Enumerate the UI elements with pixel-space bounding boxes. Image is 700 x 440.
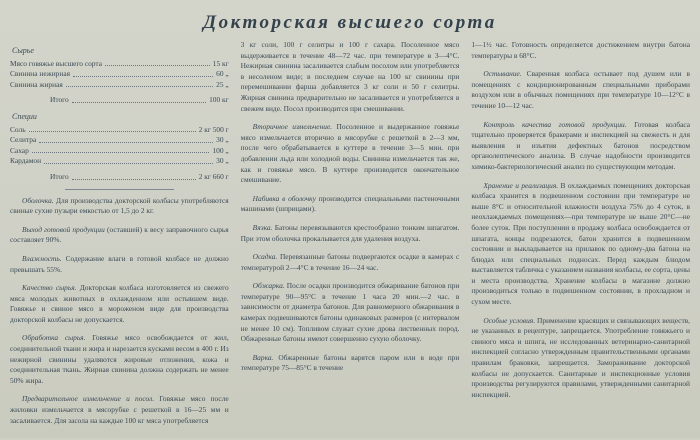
leader-dots xyxy=(105,59,210,67)
paragraph-quality xyxy=(10,283,229,325)
text-columns xyxy=(10,40,690,440)
leader-dots xyxy=(39,135,213,143)
column-3 xyxy=(471,40,690,440)
spice-total-label: Итого xyxy=(50,171,69,181)
text-cooking: Обжаренные батоны варятся паром или в воде при температуре 75—85°С в течение xyxy=(240,352,460,373)
raw-item-name: Свинина жирная xyxy=(10,79,63,89)
text-special: Применение красящих и связывающих веществ, не указанных в рецептуре, запрещается. Употребление говяжьего и свиного мяса и шпига, не исследованных ветеринарно-санитарной инспекцией согласно утвержденным правительственными органами правилам браковки, запрещается. Замораживание докторской колбасы не допускается. Санитарные и инспекционные условия производства регулируются правилами, утвержденными санитарной инспекцией. xyxy=(471,315,690,399)
paragraph-settling xyxy=(241,252,460,273)
text-grinding: Говяжье мясо после жиловки измельчается в мясорубке с решеткой в 16—25 мм и засаливается. Для засола на каждые 100 кг мяса употребляется xyxy=(10,394,229,425)
lead-quality: Качество сырья. xyxy=(22,283,77,293)
spice-item-value: 2 кг 500 г xyxy=(198,124,229,134)
text-roasting: После осадки производится обжаривание батонов при температуре 90—95°С в течение 1 часа 20 мин.—2 час. в зависимости от диаметра батонов. Для равномерного обжаривания в камерах подвешиваются батоны одинаковых размеров (с интервалом не менее 10 см). Топливом служат сухие дрова лиственных пород. Обжаренные батоны имеют совершенно сухую оболочку. xyxy=(240,281,460,344)
spices-list xyxy=(10,125,229,167)
paragraph-stuffing xyxy=(241,194,460,215)
leader-dots xyxy=(29,125,196,133)
spice-item-row xyxy=(10,135,229,146)
text-second-grind: Посоленное и выдержанное говяжье мясо измельчается вторично в мясорубке с решеткой в 2—3 мм, после чего обрабатывается в куттере в течение 3—5 мин. при добавлении льда или холодной воды. Свинина измельчается так же, как и говяжье мясо. В куттере производится окончательное смешивание. xyxy=(240,122,460,185)
leader-dots xyxy=(72,172,196,180)
paragraph-cooling xyxy=(471,69,690,111)
lead-control: Контроль качества готовой продукции. xyxy=(483,119,627,129)
spice-item-value: 100 „ xyxy=(212,145,229,155)
column-1 xyxy=(10,40,229,440)
paragraph-cooking xyxy=(241,353,460,374)
paragraph-readiness: 1—1½ час. Готовность определяется достижением внутри батона температуры в 68°С. xyxy=(471,40,690,60)
paragraph-storage xyxy=(471,181,690,308)
lead-moisture: Влажность. xyxy=(22,253,62,263)
column-2 xyxy=(241,40,460,440)
spice-item-row xyxy=(10,146,229,157)
paragraph-roasting xyxy=(241,281,460,345)
lead-casing: Оболочка. xyxy=(22,195,54,205)
raw-item-name: Мясо говяжье высшего сорта xyxy=(10,58,103,68)
lead-special: Особые условия. xyxy=(483,315,536,325)
spice-total-value: 2 кг 660 г xyxy=(198,171,229,181)
raw-item-value: 25 „ xyxy=(216,79,229,89)
lead-grinding: Предварительное измельчение и посол. xyxy=(22,394,155,404)
raw-item-row xyxy=(10,69,229,80)
text-tying: Батоны перевязываются крестообразно тонким шпагатом. При этом оболочка прокалывается для удаления воздуха. xyxy=(240,222,460,243)
lead-yield: Выход готовой продукции xyxy=(22,224,105,234)
lead-storage: Хранение и реализация. xyxy=(483,180,559,190)
raw-total-label: Итого xyxy=(50,95,69,105)
paragraph-salting: 3 кг соли, 100 г селитры и 100 г сахара. Посоленное мясо выдерживается в течение 48—72 час. при температуре в 3—4°С. Нежирная свинина засаливается слабым посолом или употребляется в несоленом виде; в последнем случае на 100 кг свинины при перемешивании фарша добавляется 3 кг соли и 50 г селитры. Жирная свинина предварительно не засаливается и употребляется в свежем виде. Посол производится при смешивании. xyxy=(240,40,460,113)
text-casing: Для производства докторской колбасы употребляются свиные сухие пузыри емкостью от 1,5 до 2 кг. xyxy=(10,195,229,216)
text-settling: Перевязанные батоны подвергаются осадке в камерах с температурой 2—4°С в течение 16—24 час. xyxy=(240,252,460,272)
text-moisture: Содержание влаги в готовой колбасе не должно превышать 55%. xyxy=(10,253,229,274)
paragraph-special xyxy=(471,316,690,401)
raw-materials-heading: Сырье xyxy=(12,46,34,55)
divider xyxy=(65,189,174,190)
lead-second-grind: Вторичное измельчение. xyxy=(252,122,333,132)
raw-item-value: 60 „ xyxy=(216,69,229,79)
raw-total xyxy=(50,95,229,106)
spice-item-row xyxy=(10,156,229,167)
paragraph-processing xyxy=(10,333,229,386)
leader-dots xyxy=(66,80,213,88)
text-quality: Докторская колбаса изготовляется из свежего мяса молодых животных в охлажденном или остывшем виде. Говяжье и свиное мясо в мороженом виде для производства докторской колбасы не допускается. xyxy=(10,283,229,324)
spice-item-value: 30 „ xyxy=(216,156,229,166)
lead-stuffing: Набивка в оболочку xyxy=(252,193,316,203)
paragraph-casing xyxy=(10,196,229,217)
paragraph-second-grind xyxy=(241,122,460,186)
spice-item-name: Сахар xyxy=(10,145,29,155)
lead-processing: Обработка сырья. xyxy=(22,333,86,343)
spice-item-name: Селитра xyxy=(10,135,37,145)
raw-item-row xyxy=(10,80,229,91)
leader-dots xyxy=(32,146,210,154)
lead-tying: Вязка. xyxy=(252,222,273,232)
paragraph-moisture xyxy=(10,254,229,275)
paragraph-tying xyxy=(241,223,460,244)
text-stuffing: производится специальными пастеночными машинами (шприцами). xyxy=(240,193,460,214)
raw-item-name: Свинина нежирная xyxy=(10,69,70,79)
leader-dots xyxy=(44,156,213,164)
lead-cooling: Остывание. xyxy=(483,69,522,79)
text-cooling: Сваренная колбаса остывает под душем или в помещениях с кондиционированным специальными приборами воздухом или в обычных помещениях при температуре 10—12°С в течение 10—12 час. xyxy=(471,69,690,110)
spice-item-name: Кардамон xyxy=(10,156,42,166)
text-control: Готовая колбаса тщательно проверяется бракерами и инспекцией на свежесть и для выявления и изъятия дефектных батонов посредством органолептического анализа. В случае надобности производится химико-бактериологический анализ по существующим методам. xyxy=(471,119,690,171)
paragraph-control xyxy=(471,120,690,173)
text-processing: Говяжье мясо освобождается от жил, соединительной ткани и жира и нарезается кусками весом в 400 г. Из нежирной свинины удаляются жировые отложения, кожа и соединительная ткань. Жирная свинина должна содержать не менее 50% жира. xyxy=(10,333,229,385)
text-storage: В охлаждаемых помещениях докторская колбаса хранится в подвешенном состоянии при температуре не выше 8°С и относительной влажности воздуха 75% до 4 суток, в неохлаждаемых помещениях—при температуре не выше 20°С—не более суток. При поступлении в продажу колбаса освобождается от шпагата, концы подрезаются, батон хранится в подвешенном состоянии и выкладывается на прилавок по одному-два батона на блюдах или специальных подносах. Перед каждым блюдом выставляется табличка с указанием названия колбасы, ее сорта, цены и места производства. Хранение колбасы в магазине должно производиться только в подвешенном состоянии, в прохладном и сухом месте. xyxy=(471,180,690,307)
leader-dots xyxy=(73,69,213,77)
spice-item-name: Соль xyxy=(10,124,26,134)
paragraph-grinding xyxy=(10,394,229,426)
raw-materials-list xyxy=(10,59,229,91)
paragraph-yield xyxy=(10,225,229,246)
spice-total xyxy=(50,172,229,183)
leader-dots xyxy=(72,95,206,103)
spice-item-value: 30 „ xyxy=(216,135,229,145)
lead-settling: Осадка. xyxy=(252,252,278,262)
spice-item-row xyxy=(10,125,229,136)
raw-total-value: 100 кг xyxy=(209,95,229,105)
text-yield: (оставшей) к весу заправочного сырья составляет 90%. xyxy=(10,224,229,245)
raw-item-row xyxy=(10,59,229,70)
page-title: Докторская высшего сорта xyxy=(203,12,497,33)
lead-cooking: Варка. xyxy=(252,352,274,362)
raw-item-value: 15 кг xyxy=(212,58,229,68)
spices-heading: Специи xyxy=(12,111,37,121)
lead-roasting: Обжарка. xyxy=(252,281,285,291)
